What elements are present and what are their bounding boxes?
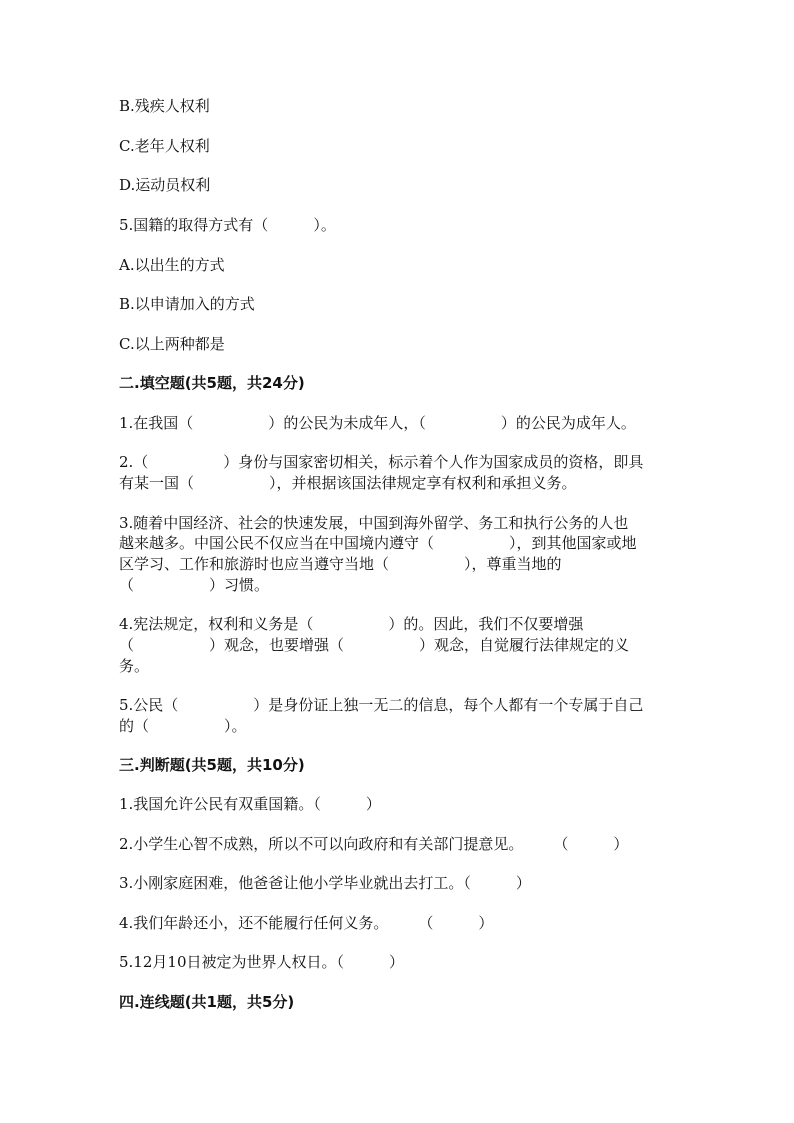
fill-blank-question: 5.公民（ ）是身份证上独一无二的信息，每个人都有一个专属于自己: [119, 696, 644, 714]
fill-blank-question: 4.宪法规定，权利和义务是（ ）的。因此，我们不仅要增强: [119, 615, 584, 633]
fill-blank-question-continued: 有某一国（ ），并根据该国法律规定享有权利和承担义务。: [119, 474, 577, 492]
judge-question: 5.12月10日被定为世界人权日。（ ）: [119, 953, 404, 971]
option-c: C.以上两种都是: [119, 335, 225, 353]
fill-blank-question-continued: 越来越多。中国公民不仅应当在中国境内遵守（ ），到其他国家或地: [119, 534, 637, 552]
judge-question: 1.我国允许公民有双重国籍。（ ）: [119, 795, 381, 813]
fill-blank-question: 1.在我国（ ）的公民为未成年人，（ ）的公民为成年人。: [119, 414, 636, 432]
section-heading: 四.连线题(共1题，共5分): [119, 993, 295, 1011]
fill-blank-question: 3.随着中国经济、社会的快速发展，中国到海外留学、务工和执行公务的人也: [119, 514, 629, 532]
option-d: D.运动员权利: [119, 176, 211, 194]
fill-blank-question-continued: （ ）习惯。: [119, 576, 270, 594]
fill-blank-question: 2.（ ）身份与国家密切相关，标示着个人作为国家成员的资格，即具: [119, 453, 644, 471]
judge-question: 2.小学生心智不成熟，所以不可以向政府和有关部门提意见。 （ ）: [119, 835, 629, 853]
fill-blank-question-continued: 务。: [119, 657, 150, 675]
option-a: A.以出生的方式: [119, 256, 225, 274]
section-heading: 三.判断题(共5题，共10分): [119, 756, 305, 774]
judge-question: 4.我们年龄还小，还不能履行任何义务。 （ ）: [119, 914, 494, 932]
option-b: B.残疾人权利: [119, 97, 210, 115]
judge-question: 3.小刚家庭困难，他爸爸让他小学毕业就出去打工。（ ）: [119, 874, 531, 892]
option-b: B.以申请加入的方式: [119, 295, 255, 313]
fill-blank-question-continued: （ ）观念，也要增强（ ）观念，自觉履行法律规定的义: [119, 636, 630, 654]
fill-blank-question-continued: 区学习、工作和旅游时也应当遵守当地（ ），尊重当地的: [119, 555, 562, 573]
option-c: C.老年人权利: [119, 137, 210, 155]
section-heading: 二.填空题(共5题，共24分): [119, 374, 305, 392]
question-stem: 5.国籍的取得方式有（ ）。: [119, 216, 336, 234]
fill-blank-question-continued: 的（ ）。: [119, 717, 247, 735]
